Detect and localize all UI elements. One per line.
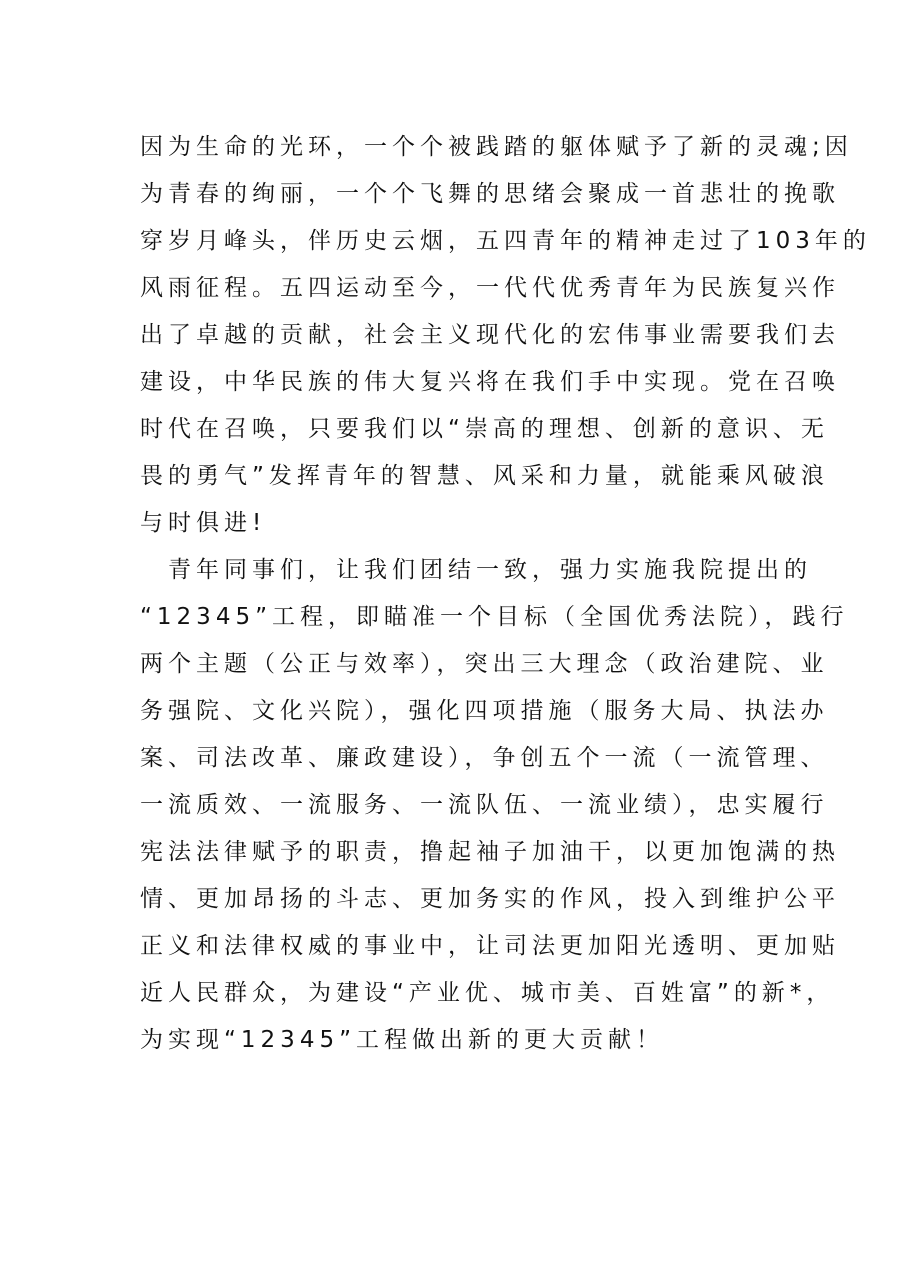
paragraph-1 [140, 124, 871, 547]
text-line: 近人民群众，为建设“产业优、城市美、百姓富”的新*， [140, 980, 835, 1006]
text-line: 出了卓越的贡献，社会主义现代化的宏伟事业需要我们去 [140, 322, 840, 348]
text-line: 时代在召唤，只要我们以“崇高的理想、创新的意识、无 [140, 416, 829, 442]
text-line: 为青春的绚丽，一个个飞舞的思绪会聚成一首悲壮的挽歌 [140, 181, 840, 207]
text-line: 两个主题（公正与效率），突出三大理念（政治建院、业 [140, 651, 829, 677]
text-line: 一流质效、一流服务、一流队伍、一流业绩），忠实履行 [140, 792, 829, 818]
text-line: 务强院、文化兴院），强化四项措施（服务大局、执法办 [140, 698, 829, 724]
text-line: 青年同事们，让我们团结一致，强力实施我院提出的 [140, 557, 812, 583]
text-line: 穿岁月峰头，伴历史云烟，五四青年的精神走过了103年的 [140, 228, 871, 254]
text-line: “12345”工程，即瞄准一个目标（全国优秀法院），践行 [140, 604, 849, 630]
text-line: 宪法法律赋予的职责，撸起袖子加油干，以更加饱满的热 [140, 839, 840, 865]
text-line: 为实现“12345”工程做出新的更大贡献！ [140, 1027, 664, 1053]
text-line: 正义和法律权威的事业中，让司法更加阳光透明、更加贴 [140, 933, 840, 959]
text-line: 畏的勇气”发挥青年的智慧、风采和力量，就能乘风破浪 [140, 463, 829, 489]
paragraph-2 [140, 547, 849, 1064]
text-line: 建设，中华民族的伟大复兴将在我们手中实现。党在召唤 [140, 369, 840, 395]
text-line: 案、司法改革、廉政建设），争创五个一流（一流管理、 [140, 745, 829, 771]
text-line: 因为生命的光环，一个个被践踏的躯体赋予了新的灵魂;因 [140, 134, 853, 160]
text-line: 与时俱进! [140, 510, 267, 536]
text-line: 情、更加昂扬的斗志、更加务实的作风，投入到维护公平 [140, 886, 840, 912]
text-line: 风雨征程。五四运动至今，一代代优秀青年为民族复兴作 [140, 275, 840, 301]
